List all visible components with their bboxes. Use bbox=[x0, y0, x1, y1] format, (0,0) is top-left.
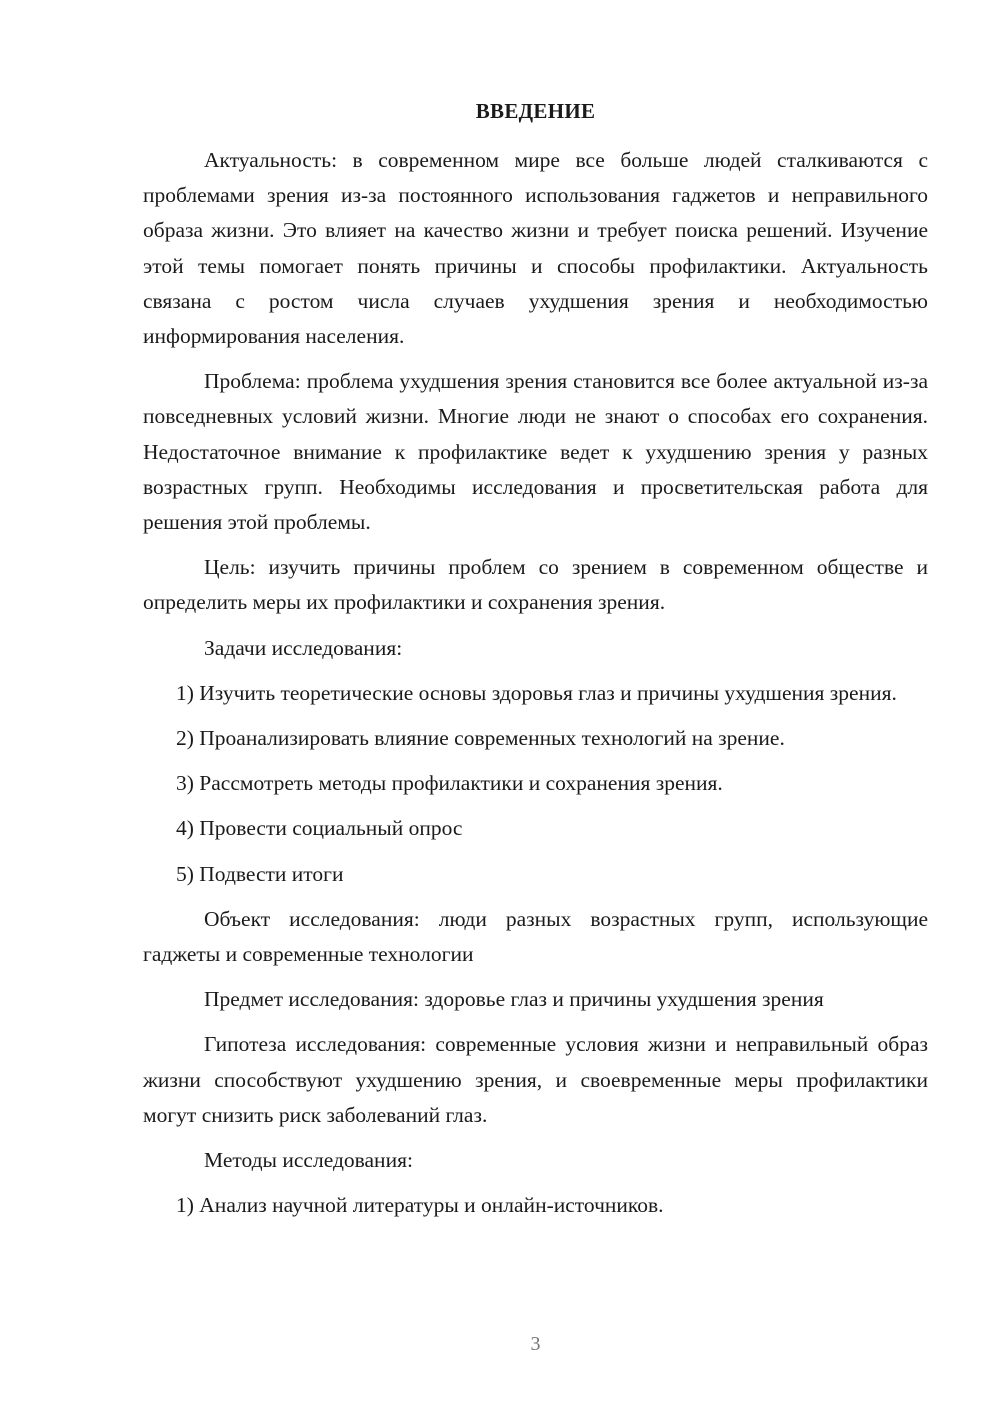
page-number: 3 bbox=[530, 1333, 541, 1355]
document-body bbox=[143, 143, 928, 1223]
tasks-heading: Задачи исследования: bbox=[204, 635, 403, 660]
paragraph-goal: Цель: изучить причины проблем со зрением в современном обществе и определить меры их профилактики и сохранения зрения. bbox=[143, 555, 928, 615]
paragraph-subject: Предмет исследования: здоровье глаз и причины ухудшения зрения bbox=[204, 987, 824, 1012]
task-item: 2) Проанализировать влияние современных технологий на зрение. bbox=[176, 726, 785, 751]
page-title: ВВЕДЕНИЕ bbox=[475, 99, 596, 123]
methods-heading: Методы исследования: bbox=[204, 1148, 413, 1173]
paragraph-relevance: Актуальность: в современном мире все больше людей сталкиваются с проблемами зрения из-за постоянного использования гаджетов и неправильного образа жизни. Это влияет на качество жизни и требует поиска решений. Изучение этой темы помогает понять причины и способы профилактики. Актуальность связана с ростом числа случаев ухудшения зрения и необходимостью информирования населения. bbox=[143, 148, 928, 349]
paragraph-hypothesis: Гипотеза исследования: современные условия жизни и неправильный образ жизни способствуют ухудшению зрения, и своевременные меры профилактики могут снизить риск заболеваний глаз. bbox=[143, 1032, 928, 1127]
task-item: 1) Изучить теоретические основы здоровья глаз и причины ухудшения зрения. bbox=[176, 680, 897, 705]
document-page bbox=[143, 0, 928, 1414]
task-item: 5) Подвести итоги bbox=[176, 861, 344, 886]
task-item: 4) Провести социальный опрос bbox=[176, 816, 463, 841]
paragraph-problem: Проблема: проблема ухудшения зрения становится все более актуальной из-за повседневных условий жизни. Многие люди не знают о способах его сохранения. Недостаточное внимание к профилактике ведет к ухудшению зрения у разных возрастных групп. Необходимы исследования и просветительская работа для решения этой проблемы. bbox=[143, 369, 928, 535]
method-item: 1) Анализ научной литературы и онлайн-источников. bbox=[176, 1193, 664, 1218]
task-item: 3) Рассмотреть методы профилактики и сохранения зрения. bbox=[176, 771, 723, 796]
paragraph-object: Объект исследования: люди разных возрастных групп, использующие гаджеты и современные технологии bbox=[143, 906, 928, 967]
